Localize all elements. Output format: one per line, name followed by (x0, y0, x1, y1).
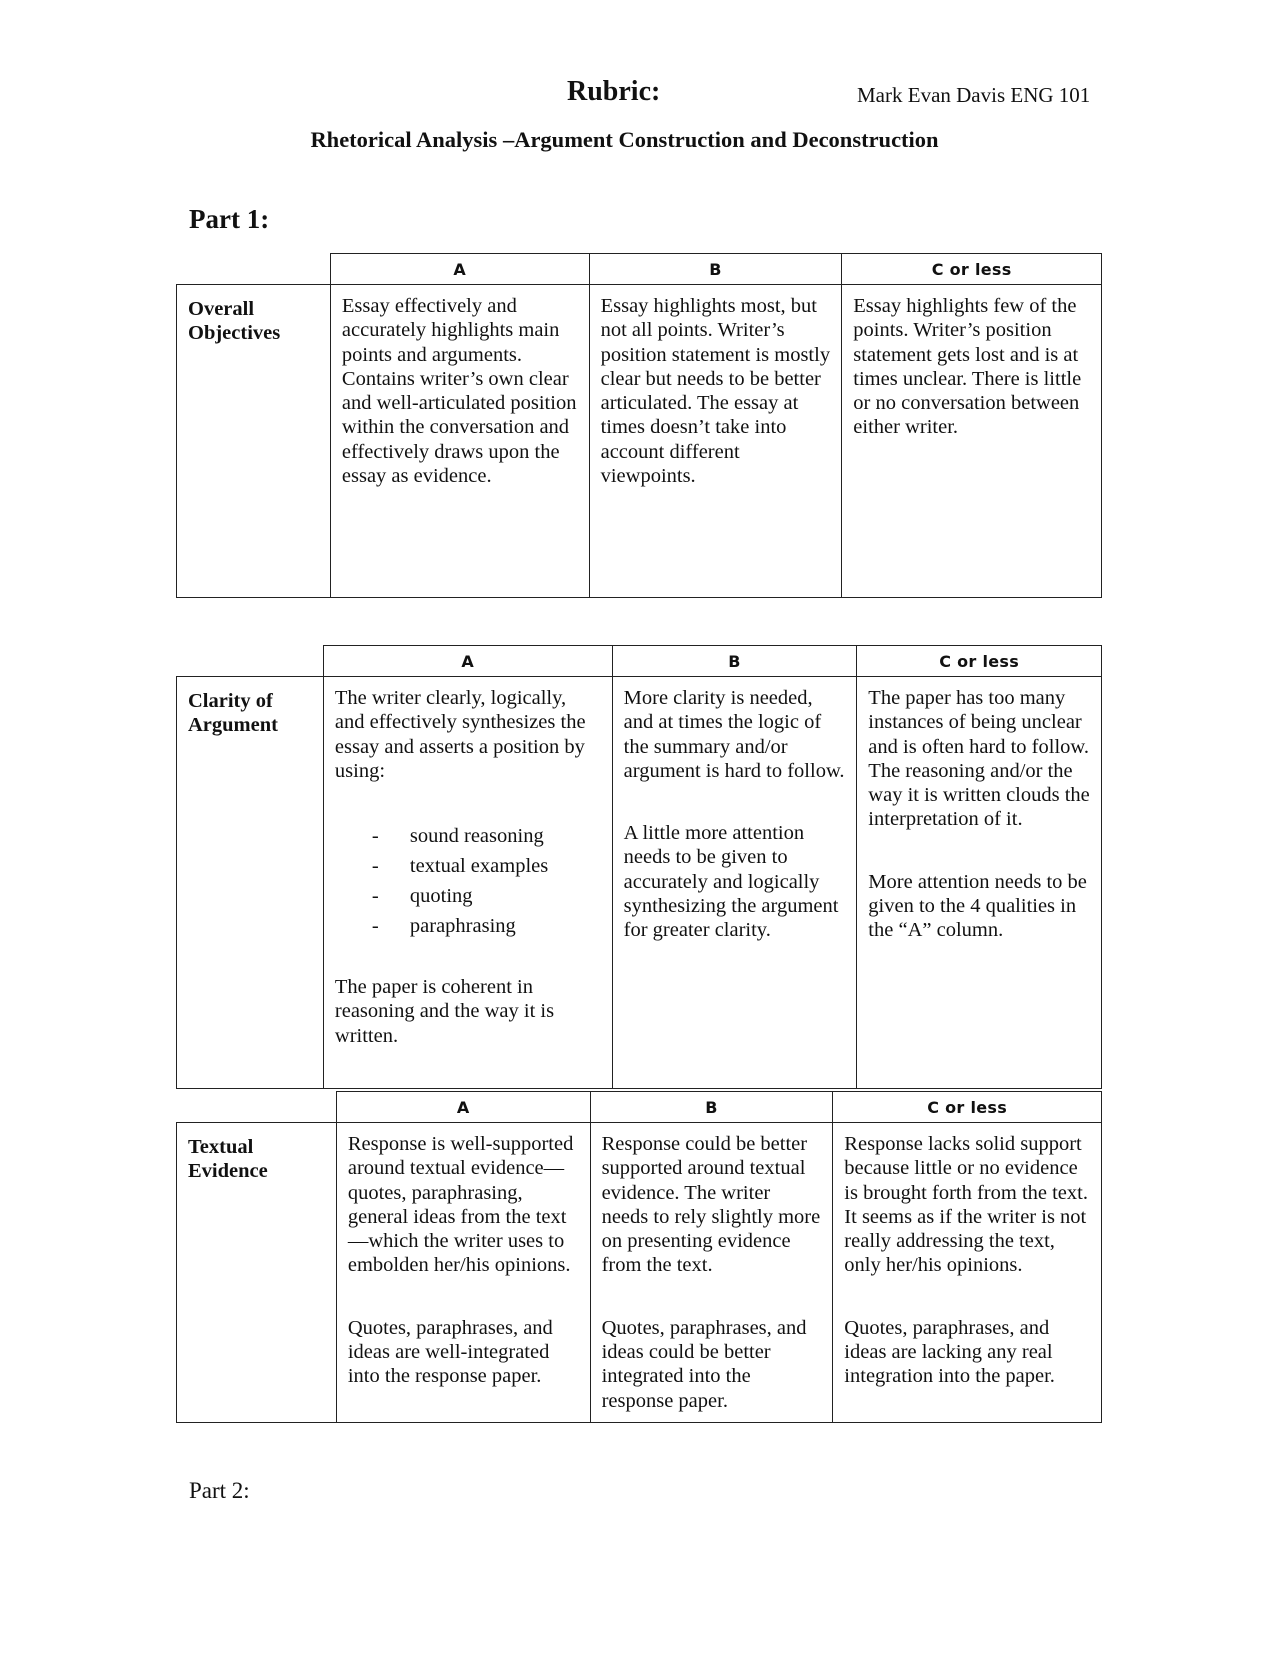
part-1-heading: Part 1: (189, 204, 270, 234)
overall-objectives-c: Essay highlights few of the points. Writer’s position statement gets lost and is at times unclear. There is little or no conversation between either writer. (842, 285, 1102, 598)
grade-header-b: B (589, 254, 842, 285)
grade-header-b: B (590, 1092, 833, 1123)
list-item: - paraphrasing (335, 911, 601, 941)
list-item: - textual examples (335, 851, 601, 881)
rubric-table-clarity-of-argument (176, 645, 1102, 1089)
grade-header-b: B (612, 646, 857, 677)
textual-evidence-b (590, 1123, 833, 1423)
evidence-c-paragraph-1: Response lacks solid support because little or no evidence is brought forth from the text. It seems as if the writer is not really addressing the text, only her/his opinions. (844, 1133, 1088, 1277)
clarity-a-list (335, 821, 601, 941)
row-label-textual-evidence: Textual Evidence (177, 1123, 337, 1423)
clarity-of-argument-c (857, 677, 1102, 1089)
rubric-table-textual-evidence (176, 1091, 1102, 1423)
row-label-clarity-of-argument: Clarity of Argument (177, 677, 324, 1089)
grade-header-c: C or less (842, 254, 1102, 285)
clarity-a-intro: The writer clearly, logically, and effectively synthesizes the essay and asserts a position by using: (334, 687, 586, 782)
list-item: - quoting (335, 881, 601, 911)
blank-corner (177, 646, 324, 677)
clarity-b-paragraph-1: More clarity is needed, and at times the logic of the summary and/or argument is hard to follow. (623, 687, 845, 782)
page-title: Rubric: (567, 76, 661, 107)
list-item: - sound reasoning (335, 821, 601, 851)
evidence-b-paragraph-1: Response could be better supported around textual evidence. The writer needs to rely slightly more on presenting evidence from the text. (601, 1133, 821, 1277)
clarity-of-argument-b (612, 677, 857, 1089)
grade-header-c: C or less (833, 1092, 1102, 1123)
blank-corner (177, 254, 331, 285)
evidence-c-paragraph-2: Quotes, paraphrases, and ideas are lacking any real integration into the paper. (844, 1316, 1055, 1388)
blank-corner (177, 1092, 337, 1123)
evidence-b-paragraph-2: Quotes, paraphrases, and ideas could be better integrated into the response paper. (601, 1316, 807, 1412)
clarity-a-outro: The paper is coherent in reasoning and the way it is written. (334, 976, 555, 1047)
evidence-a-paragraph-1: Response is well-supported around textual evidence—quotes, paraphrasing, general ideas from the text—which the writer uses to embolden her/his opinions. (347, 1133, 574, 1277)
textual-evidence-a (336, 1123, 590, 1423)
grade-header-c: C or less (857, 646, 1102, 677)
author-course: Mark Evan Davis ENG 101 (857, 83, 1091, 107)
grade-header-a: A (323, 646, 612, 677)
clarity-c-paragraph-2: More attention needs to be given to the 4 qualities in the “A” column. (868, 870, 1087, 942)
evidence-a-paragraph-2: Quotes, paraphrases, and ideas are well-integrated into the response paper. (347, 1316, 553, 1388)
rubric-table-overall-objectives (176, 253, 1102, 598)
textual-evidence-c (833, 1123, 1102, 1423)
page-subtitle: Rhetorical Analysis –Argument Construction and Deconstruction (310, 127, 939, 152)
grade-header-a: A (336, 1092, 590, 1123)
clarity-of-argument-a (323, 677, 612, 1089)
grade-header-a: A (330, 254, 589, 285)
part-2-heading: Part 2: (189, 1478, 250, 1503)
overall-objectives-b: Essay highlights most, but not all points. Writer’s position statement is mostly clear but needs to be better articulated. The essay at times doesn’t take into account different viewpoints. (589, 285, 842, 598)
clarity-b-paragraph-2: A little more attention needs to be given to accurately and logically synthesizing the argument for greater clarity. (623, 822, 839, 942)
row-label-overall-objectives: Overall Objectives (177, 285, 331, 598)
overall-objectives-a: Essay effectively and accurately highlights main points and arguments. Contains writer’s own clear and well-articulated position within the conversation and effectively draws upon the essay as evidence. (330, 285, 589, 598)
clarity-c-paragraph-1: The paper has too many instances of being unclear and is often hard to follow. The reasoning and/or the way it is written clouds the interpretation of it. (868, 687, 1090, 831)
